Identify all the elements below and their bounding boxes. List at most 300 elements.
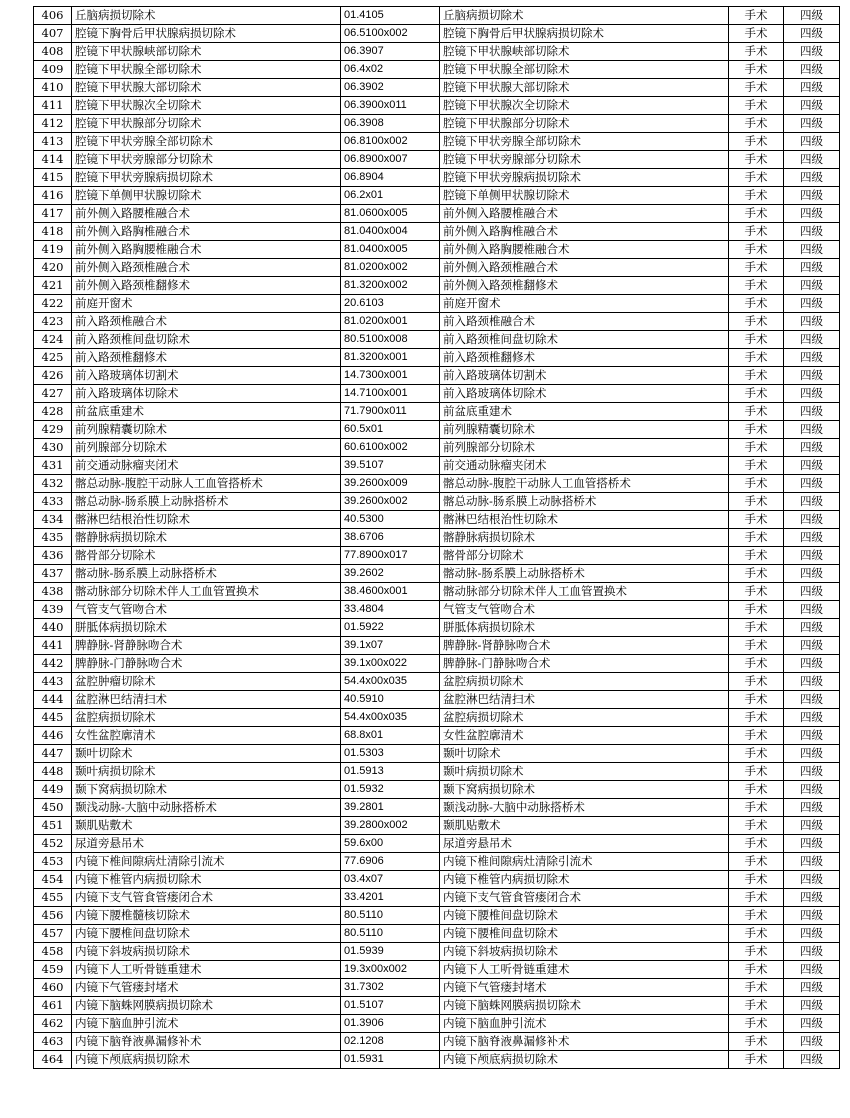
row-number-cell: 440 — [34, 619, 72, 637]
mapped-procedure-name-cell: 前外侧入路腰椎融合术 — [440, 205, 729, 223]
procedure-code-cell: 81.3200x001 — [341, 349, 440, 367]
mapped-procedure-name-cell: 内镜下气管瘘封堵术 — [440, 979, 729, 997]
procedure-code-cell: 77.8900x017 — [341, 547, 440, 565]
mapped-procedure-name-cell: 脾静脉-门静脉吻合术 — [440, 655, 729, 673]
mapped-procedure-name-cell: 前外侧入路颈椎翻修术 — [440, 277, 729, 295]
surgery-level-cell: 四级 — [784, 655, 840, 673]
mapped-procedure-name-cell: 内镜下脑蛛网膜病损切除术 — [440, 997, 729, 1015]
table-row — [34, 637, 840, 655]
table-row — [34, 169, 840, 187]
procedure-name-cell: 颞叶切除术 — [72, 745, 341, 763]
table-row — [34, 43, 840, 61]
surgery-level-cell: 四级 — [784, 745, 840, 763]
procedure-code-cell: 39.2600x009 — [341, 475, 440, 493]
table-row — [34, 547, 840, 565]
procedure-code-cell: 06.8900x007 — [341, 151, 440, 169]
table-body — [34, 7, 840, 1069]
surgery-level-cell: 四级 — [784, 367, 840, 385]
category-cell: 手术 — [729, 151, 784, 169]
procedure-table — [33, 6, 840, 1069]
procedure-code-cell: 39.2800x002 — [341, 817, 440, 835]
surgery-level-cell: 四级 — [784, 349, 840, 367]
category-cell: 手术 — [729, 277, 784, 295]
table-row — [34, 943, 840, 961]
category-cell: 手术 — [729, 673, 784, 691]
surgery-level-cell: 四级 — [784, 889, 840, 907]
table-row — [34, 763, 840, 781]
row-number-cell: 431 — [34, 457, 72, 475]
category-cell: 手术 — [729, 745, 784, 763]
procedure-code-cell: 39.5107 — [341, 457, 440, 475]
row-number-cell: 449 — [34, 781, 72, 799]
procedure-code-cell: 01.5913 — [341, 763, 440, 781]
mapped-procedure-name-cell: 髂动脉-肠系膜上动脉搭桥术 — [440, 565, 729, 583]
procedure-name-cell: 内镜下支气管食管瘘闭合术 — [72, 889, 341, 907]
surgery-level-cell: 四级 — [784, 151, 840, 169]
table-row — [34, 205, 840, 223]
mapped-procedure-name-cell: 颞叶切除术 — [440, 745, 729, 763]
procedure-code-cell: 06.3908 — [341, 115, 440, 133]
procedure-name-cell: 髂骨部分切除术 — [72, 547, 341, 565]
procedure-code-cell: 01.5939 — [341, 943, 440, 961]
category-cell: 手术 — [729, 439, 784, 457]
surgery-level-cell: 四级 — [784, 43, 840, 61]
table-row — [34, 403, 840, 421]
procedure-name-cell: 盆腔肿瘤切除术 — [72, 673, 341, 691]
procedure-name-cell: 内镜下气管瘘封堵术 — [72, 979, 341, 997]
procedure-name-cell: 髂动脉-肠系膜上动脉搭桥术 — [72, 565, 341, 583]
surgery-level-cell: 四级 — [784, 457, 840, 475]
row-number-cell: 433 — [34, 493, 72, 511]
row-number-cell: 425 — [34, 349, 72, 367]
row-number-cell: 409 — [34, 61, 72, 79]
table-row — [34, 835, 840, 853]
category-cell: 手术 — [729, 565, 784, 583]
mapped-procedure-name-cell: 前入路玻璃体切割术 — [440, 367, 729, 385]
row-number-cell: 456 — [34, 907, 72, 925]
procedure-code-cell: 06.8100x002 — [341, 133, 440, 151]
procedure-name-cell: 前入路玻璃体切除术 — [72, 385, 341, 403]
procedure-name-cell: 前列腺部分切除术 — [72, 439, 341, 457]
procedure-name-cell: 内镜下人工听骨链重建术 — [72, 961, 341, 979]
category-cell: 手术 — [729, 385, 784, 403]
procedure-name-cell: 前庭开窗术 — [72, 295, 341, 313]
table-row — [34, 853, 840, 871]
row-number-cell: 413 — [34, 133, 72, 151]
row-number-cell: 439 — [34, 601, 72, 619]
procedure-name-cell: 前盆底重建术 — [72, 403, 341, 421]
category-cell: 手术 — [729, 1015, 784, 1033]
procedure-code-cell: 81.3200x002 — [341, 277, 440, 295]
category-cell: 手术 — [729, 637, 784, 655]
row-number-cell: 414 — [34, 151, 72, 169]
category-cell: 手术 — [729, 907, 784, 925]
category-cell: 手术 — [729, 493, 784, 511]
table-row — [34, 601, 840, 619]
procedure-code-cell: 54.4x00x035 — [341, 709, 440, 727]
table-row — [34, 349, 840, 367]
row-number-cell: 441 — [34, 637, 72, 655]
procedure-name-cell: 女性盆腔廓清术 — [72, 727, 341, 745]
procedure-name-cell: 前外侧入路颈椎融合术 — [72, 259, 341, 277]
procedure-name-cell: 髂淋巴结根治性切除术 — [72, 511, 341, 529]
table-row — [34, 781, 840, 799]
row-number-cell: 424 — [34, 331, 72, 349]
surgery-level-cell: 四级 — [784, 7, 840, 25]
category-cell: 手术 — [729, 763, 784, 781]
surgery-level-cell: 四级 — [784, 277, 840, 295]
surgery-level-cell: 四级 — [784, 961, 840, 979]
row-number-cell: 423 — [34, 313, 72, 331]
procedure-code-cell: 01.3906 — [341, 1015, 440, 1033]
mapped-procedure-name-cell: 腔镜下甲状腺全部切除术 — [440, 61, 729, 79]
category-cell: 手术 — [729, 7, 784, 25]
table-row — [34, 421, 840, 439]
procedure-name-cell: 前入路颈椎间盘切除术 — [72, 331, 341, 349]
procedure-name-cell: 前列腺精囊切除术 — [72, 421, 341, 439]
procedure-name-cell: 前外侧入路颈椎翻修术 — [72, 277, 341, 295]
category-cell: 手术 — [729, 205, 784, 223]
surgery-level-cell: 四级 — [784, 601, 840, 619]
row-number-cell: 411 — [34, 97, 72, 115]
row-number-cell: 406 — [34, 7, 72, 25]
procedure-name-cell: 髂静脉病损切除术 — [72, 529, 341, 547]
surgery-level-cell: 四级 — [784, 619, 840, 637]
mapped-procedure-name-cell: 前外侧入路胸椎融合术 — [440, 223, 729, 241]
surgery-level-cell: 四级 — [784, 403, 840, 421]
mapped-procedure-name-cell: 颞浅动脉-大脑中动脉搭桥术 — [440, 799, 729, 817]
row-number-cell: 418 — [34, 223, 72, 241]
procedure-name-cell: 颞肌贴敷术 — [72, 817, 341, 835]
mapped-procedure-name-cell: 腔镜下甲状腺次全切除术 — [440, 97, 729, 115]
mapped-procedure-name-cell: 前列腺精囊切除术 — [440, 421, 729, 439]
surgery-level-cell: 四级 — [784, 799, 840, 817]
procedure-code-cell: 01.5107 — [341, 997, 440, 1015]
procedure-code-cell: 81.0200x001 — [341, 313, 440, 331]
category-cell: 手术 — [729, 943, 784, 961]
table-row — [34, 745, 840, 763]
table-row — [34, 493, 840, 511]
surgery-level-cell: 四级 — [784, 529, 840, 547]
row-number-cell: 437 — [34, 565, 72, 583]
procedure-code-cell: 06.2x01 — [341, 187, 440, 205]
mapped-procedure-name-cell: 腔镜下甲状腺峡部切除术 — [440, 43, 729, 61]
procedure-code-cell: 40.5300 — [341, 511, 440, 529]
procedure-code-cell: 39.2602 — [341, 565, 440, 583]
category-cell: 手术 — [729, 799, 784, 817]
table-row — [34, 889, 840, 907]
category-cell: 手术 — [729, 349, 784, 367]
category-cell: 手术 — [729, 115, 784, 133]
surgery-level-cell: 四级 — [784, 187, 840, 205]
surgery-level-cell: 四级 — [784, 547, 840, 565]
table-row — [34, 439, 840, 457]
mapped-procedure-name-cell: 颞下窝病损切除术 — [440, 781, 729, 799]
surgery-level-cell: 四级 — [784, 439, 840, 457]
category-cell: 手术 — [729, 871, 784, 889]
category-cell: 手术 — [729, 43, 784, 61]
row-number-cell: 453 — [34, 853, 72, 871]
table-row — [34, 565, 840, 583]
category-cell: 手术 — [729, 79, 784, 97]
category-cell: 手术 — [729, 781, 784, 799]
category-cell: 手术 — [729, 889, 784, 907]
procedure-name-cell: 腔镜下甲状腺全部切除术 — [72, 61, 341, 79]
row-number-cell: 436 — [34, 547, 72, 565]
procedure-code-cell: 02.1208 — [341, 1033, 440, 1051]
surgery-level-cell: 四级 — [784, 1015, 840, 1033]
category-cell: 手术 — [729, 547, 784, 565]
category-cell: 手术 — [729, 529, 784, 547]
table-row — [34, 673, 840, 691]
surgery-level-cell: 四级 — [784, 313, 840, 331]
mapped-procedure-name-cell: 腔镜下甲状旁腺病损切除术 — [440, 169, 729, 187]
category-cell: 手术 — [729, 61, 784, 79]
procedure-code-cell: 68.8x01 — [341, 727, 440, 745]
table-row — [34, 979, 840, 997]
procedure-code-cell: 81.0600x005 — [341, 205, 440, 223]
row-number-cell: 442 — [34, 655, 72, 673]
mapped-procedure-name-cell: 髂淋巴结根治性切除术 — [440, 511, 729, 529]
surgery-level-cell: 四级 — [784, 115, 840, 133]
table-row — [34, 313, 840, 331]
procedure-name-cell: 腔镜下甲状腺峡部切除术 — [72, 43, 341, 61]
category-cell: 手术 — [729, 295, 784, 313]
surgery-level-cell: 四级 — [784, 223, 840, 241]
mapped-procedure-name-cell: 腔镜下甲状腺大部切除术 — [440, 79, 729, 97]
surgery-level-cell: 四级 — [784, 97, 840, 115]
surgery-level-cell: 四级 — [784, 241, 840, 259]
mapped-procedure-name-cell: 颞肌贴敷术 — [440, 817, 729, 835]
procedure-code-cell: 40.5910 — [341, 691, 440, 709]
category-cell: 手术 — [729, 655, 784, 673]
row-number-cell: 430 — [34, 439, 72, 457]
procedure-name-cell: 前入路玻璃体切割术 — [72, 367, 341, 385]
category-cell: 手术 — [729, 241, 784, 259]
table-row — [34, 115, 840, 133]
procedure-name-cell: 腔镜下甲状旁腺全部切除术 — [72, 133, 341, 151]
surgery-level-cell: 四级 — [784, 691, 840, 709]
surgery-level-cell: 四级 — [784, 475, 840, 493]
procedure-code-cell: 39.1x07 — [341, 637, 440, 655]
surgery-level-cell: 四级 — [784, 295, 840, 313]
row-number-cell: 434 — [34, 511, 72, 529]
category-cell: 手术 — [729, 313, 784, 331]
procedure-code-cell: 39.1x00x022 — [341, 655, 440, 673]
mapped-procedure-name-cell: 内镜下腰椎间盘切除术 — [440, 925, 729, 943]
procedure-code-cell: 81.0400x004 — [341, 223, 440, 241]
row-number-cell: 429 — [34, 421, 72, 439]
surgery-level-cell: 四级 — [784, 25, 840, 43]
procedure-name-cell: 腔镜下甲状旁腺部分切除术 — [72, 151, 341, 169]
surgery-level-cell: 四级 — [784, 781, 840, 799]
row-number-cell: 452 — [34, 835, 72, 853]
table-row — [34, 961, 840, 979]
table-row — [34, 367, 840, 385]
procedure-name-cell: 内镜下脑血肿引流术 — [72, 1015, 341, 1033]
surgery-level-cell: 四级 — [784, 835, 840, 853]
surgery-level-cell: 四级 — [784, 385, 840, 403]
table-row — [34, 907, 840, 925]
surgery-level-cell: 四级 — [784, 421, 840, 439]
mapped-procedure-name-cell: 前外侧入路颈椎融合术 — [440, 259, 729, 277]
procedure-name-cell: 内镜下脑蛛网膜病损切除术 — [72, 997, 341, 1015]
procedure-code-cell: 80.5110 — [341, 907, 440, 925]
procedure-code-cell: 19.3x00x002 — [341, 961, 440, 979]
table-row — [34, 457, 840, 475]
surgery-level-cell: 四级 — [784, 1051, 840, 1069]
mapped-procedure-name-cell: 内镜下斜坡病损切除术 — [440, 943, 729, 961]
procedure-code-cell: 01.5931 — [341, 1051, 440, 1069]
mapped-procedure-name-cell: 前入路玻璃体切除术 — [440, 385, 729, 403]
surgery-level-cell: 四级 — [784, 511, 840, 529]
table-row — [34, 97, 840, 115]
table-row — [34, 583, 840, 601]
surgery-level-cell: 四级 — [784, 205, 840, 223]
table-row — [34, 817, 840, 835]
category-cell: 手术 — [729, 187, 784, 205]
mapped-procedure-name-cell: 盆腔病损切除术 — [440, 709, 729, 727]
mapped-procedure-name-cell: 内镜下脑脊液鼻漏修补术 — [440, 1033, 729, 1051]
row-number-cell: 410 — [34, 79, 72, 97]
procedure-name-cell: 内镜下脑脊液鼻漏修补术 — [72, 1033, 341, 1051]
mapped-procedure-name-cell: 尿道旁悬吊术 — [440, 835, 729, 853]
row-number-cell: 454 — [34, 871, 72, 889]
row-number-cell: 458 — [34, 943, 72, 961]
category-cell: 手术 — [729, 1033, 784, 1051]
procedure-code-cell: 06.4x02 — [341, 61, 440, 79]
surgery-level-cell: 四级 — [784, 673, 840, 691]
procedure-name-cell: 内镜下椎间隙病灶清除引流术 — [72, 853, 341, 871]
row-number-cell: 464 — [34, 1051, 72, 1069]
procedure-name-cell: 前外侧入路胸椎融合术 — [72, 223, 341, 241]
mapped-procedure-name-cell: 胼胝体病损切除术 — [440, 619, 729, 637]
procedure-code-cell: 31.7302 — [341, 979, 440, 997]
table-row — [34, 691, 840, 709]
row-number-cell: 428 — [34, 403, 72, 421]
procedure-name-cell: 腔镜下胸骨后甲状腺病损切除术 — [72, 25, 341, 43]
category-cell: 手术 — [729, 367, 784, 385]
procedure-code-cell: 39.2801 — [341, 799, 440, 817]
surgery-level-cell: 四级 — [784, 943, 840, 961]
table-row — [34, 187, 840, 205]
category-cell: 手术 — [729, 691, 784, 709]
surgery-level-cell: 四级 — [784, 61, 840, 79]
mapped-procedure-name-cell: 髂总动脉-腹腔干动脉人工血管搭桥术 — [440, 475, 729, 493]
procedure-name-cell: 颞浅动脉-大脑中动脉搭桥术 — [72, 799, 341, 817]
procedure-name-cell: 内镜下腰椎间盘切除术 — [72, 925, 341, 943]
row-number-cell: 435 — [34, 529, 72, 547]
table-row — [34, 727, 840, 745]
mapped-procedure-name-cell: 腔镜下甲状腺部分切除术 — [440, 115, 729, 133]
procedure-code-cell: 06.5100x002 — [341, 25, 440, 43]
procedure-name-cell: 内镜下腰椎髓核切除术 — [72, 907, 341, 925]
row-number-cell: 450 — [34, 799, 72, 817]
mapped-procedure-name-cell: 盆腔淋巴结清扫术 — [440, 691, 729, 709]
surgery-level-cell: 四级 — [784, 853, 840, 871]
surgery-level-cell: 四级 — [784, 1033, 840, 1051]
mapped-procedure-name-cell: 盆腔病损切除术 — [440, 673, 729, 691]
mapped-procedure-name-cell: 内镜下椎间隙病灶清除引流术 — [440, 853, 729, 871]
procedure-name-cell: 气管支气管吻合术 — [72, 601, 341, 619]
procedure-code-cell: 54.4x00x035 — [341, 673, 440, 691]
row-number-cell: 451 — [34, 817, 72, 835]
category-cell: 手术 — [729, 457, 784, 475]
procedure-code-cell: 14.7100x001 — [341, 385, 440, 403]
surgery-level-cell: 四级 — [784, 259, 840, 277]
category-cell: 手术 — [729, 619, 784, 637]
procedure-name-cell: 内镜下颅底病损切除术 — [72, 1051, 341, 1069]
procedure-code-cell: 38.4600x001 — [341, 583, 440, 601]
procedure-name-cell: 盆腔病损切除术 — [72, 709, 341, 727]
category-cell: 手术 — [729, 133, 784, 151]
row-number-cell: 447 — [34, 745, 72, 763]
procedure-code-cell: 20.6103 — [341, 295, 440, 313]
mapped-procedure-name-cell: 颞叶病损切除术 — [440, 763, 729, 781]
category-cell: 手术 — [729, 727, 784, 745]
mapped-procedure-name-cell: 内镜下椎管内病损切除术 — [440, 871, 729, 889]
table-row — [34, 7, 840, 25]
procedure-code-cell: 38.6706 — [341, 529, 440, 547]
table-row — [34, 259, 840, 277]
mapped-procedure-name-cell: 前外侧入路胸腰椎融合术 — [440, 241, 729, 259]
mapped-procedure-name-cell: 前庭开窗术 — [440, 295, 729, 313]
row-number-cell: 460 — [34, 979, 72, 997]
mapped-procedure-name-cell: 脾静脉-肾静脉吻合术 — [440, 637, 729, 655]
row-number-cell: 462 — [34, 1015, 72, 1033]
mapped-procedure-name-cell: 腔镜下胸骨后甲状腺病损切除术 — [440, 25, 729, 43]
mapped-procedure-name-cell: 前入路颈椎间盘切除术 — [440, 331, 729, 349]
procedure-code-cell: 71.7900x011 — [341, 403, 440, 421]
table-row — [34, 223, 840, 241]
row-number-cell: 416 — [34, 187, 72, 205]
row-number-cell: 438 — [34, 583, 72, 601]
category-cell: 手术 — [729, 511, 784, 529]
surgery-level-cell: 四级 — [784, 727, 840, 745]
category-cell: 手术 — [729, 709, 784, 727]
procedure-name-cell: 脾静脉-肾静脉吻合术 — [72, 637, 341, 655]
table-row — [34, 799, 840, 817]
procedure-name-cell: 前交通动脉瘤夹闭术 — [72, 457, 341, 475]
row-number-cell: 427 — [34, 385, 72, 403]
procedure-code-cell: 01.5932 — [341, 781, 440, 799]
category-cell: 手术 — [729, 853, 784, 871]
procedure-code-cell: 01.5922 — [341, 619, 440, 637]
procedure-name-cell: 髂总动脉-腹腔干动脉人工血管搭桥术 — [72, 475, 341, 493]
procedure-name-cell: 髂总动脉-肠系膜上动脉搭桥术 — [72, 493, 341, 511]
table-row — [34, 1015, 840, 1033]
category-cell: 手术 — [729, 25, 784, 43]
procedure-name-cell: 腔镜下甲状腺次全切除术 — [72, 97, 341, 115]
category-cell: 手术 — [729, 997, 784, 1015]
category-cell: 手术 — [729, 601, 784, 619]
procedure-code-cell: 06.8904 — [341, 169, 440, 187]
mapped-procedure-name-cell: 前入路颈椎翻修术 — [440, 349, 729, 367]
row-number-cell: 426 — [34, 367, 72, 385]
procedure-code-cell: 81.0400x005 — [341, 241, 440, 259]
mapped-procedure-name-cell: 髂骨部分切除术 — [440, 547, 729, 565]
mapped-procedure-name-cell: 腔镜下单侧甲状腺切除术 — [440, 187, 729, 205]
surgery-level-cell: 四级 — [784, 871, 840, 889]
procedure-name-cell: 前外侧入路胸腰椎融合术 — [72, 241, 341, 259]
table-row — [34, 619, 840, 637]
mapped-procedure-name-cell: 内镜下腰椎间盘切除术 — [440, 907, 729, 925]
procedure-code-cell: 01.5303 — [341, 745, 440, 763]
table-row — [34, 385, 840, 403]
surgery-level-cell: 四级 — [784, 925, 840, 943]
mapped-procedure-name-cell: 气管支气管吻合术 — [440, 601, 729, 619]
procedure-code-cell: 14.7300x001 — [341, 367, 440, 385]
